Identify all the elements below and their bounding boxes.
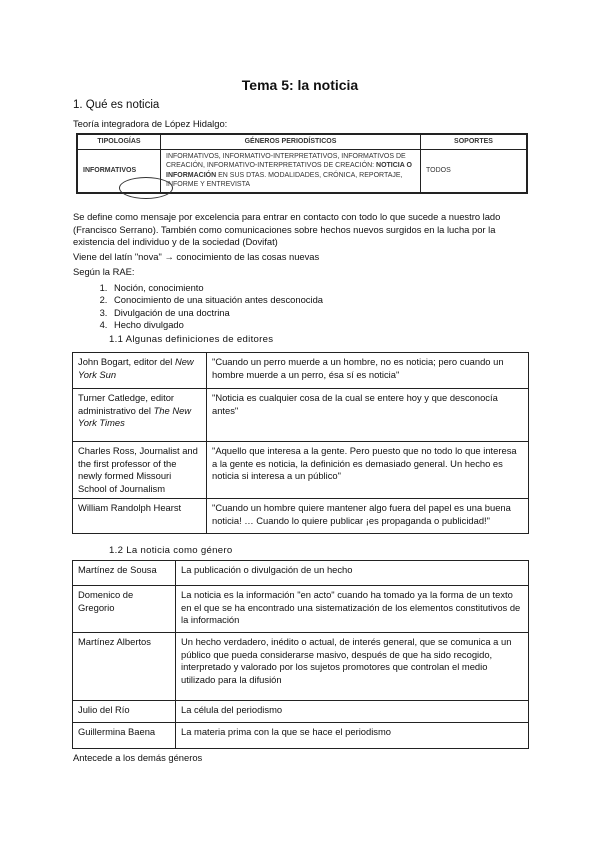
- page-title: Tema 5: la noticia: [241, 77, 359, 93]
- list-item: 1. Noción, conocimiento: [110, 282, 323, 294]
- header-cell: SOPORTES: [421, 134, 528, 149]
- author-cell: Martínez Albertos: [73, 633, 176, 701]
- editor-cell: William Randolph Hearst: [73, 499, 207, 534]
- subsection-heading: 1.2 La noticia como género: [109, 545, 233, 556]
- tipologia-cell: INFORMATIVOS: [77, 149, 161, 193]
- generos-bold: NOTICIA O INFORMACIÓN: [166, 162, 412, 179]
- generos-tail: EN SUS DTAS. MODALIDADES, CRÓNICA, REPORTAJE, INFORME Y ENTREVISTA: [166, 171, 403, 188]
- rae-label: Según la RAE:: [73, 266, 135, 277]
- definition-cell: La publicación o divulgación de un hecho: [176, 561, 529, 586]
- table-row: [73, 723, 529, 749]
- header-cell: GÉNEROS PERIODÍSTICOS: [161, 134, 421, 149]
- generos-text: INFORMATIVOS, INFORMATIVO-INTERPRETATIVOS, INFORMATIVOS DE CREACIÓN, INFORMATIVO-INTERPRETATIVOS DE CREACIÓN:: [166, 152, 406, 169]
- quote-cell: "Noticia es cualquier cosa de la cual se entere hoy y que desconocía antes": [207, 389, 529, 442]
- table-row: [73, 499, 529, 534]
- author-cell: Guillermina Baena: [73, 723, 176, 749]
- subsection-heading: 1.1 Algunas definiciones de editores: [109, 334, 274, 345]
- section-heading: 1. Qué es noticia: [73, 99, 160, 111]
- list-item: 4. Hecho divulgado: [110, 319, 323, 331]
- soportes-cell: TODOS: [421, 149, 528, 193]
- table-row: [73, 561, 529, 586]
- quote-cell: "Cuando un perro muerde a un hombre, no es noticia; pero cuando un hombre muerde a un perro, ésa sí es noticia": [207, 353, 529, 389]
- table-row: [73, 442, 529, 499]
- quote-cell: "Cuando un hombre quiere mantener algo fuera del papel es una buena noticia! … Cuando lo quiere publicar ¡es propaganda o publicidad!": [207, 499, 529, 534]
- author-cell: Martínez de Sousa: [73, 561, 176, 586]
- list-item: 3. Divulgación de una doctrina: [110, 307, 323, 319]
- table-row: [73, 633, 529, 701]
- genre-table: [72, 560, 529, 749]
- editors-table: [72, 352, 529, 534]
- definition-cell: Un hecho verdadero, inédito o actual, de interés general, que se comunica a un público que pueda considerarse masivo, después de que ha sido recogido, interpretado y valorado por los sujetos promotores que controlan el medio utilizado para la difusión: [176, 633, 529, 701]
- list-item: 2. Conocimiento de una situación antes desconocida: [110, 294, 323, 306]
- definition-cell: La célula del periodismo: [176, 701, 529, 723]
- editor-cell: John Bogart, editor del New York Sun: [73, 353, 207, 389]
- definition-cell: La materia prima con la que se hace el periodismo: [176, 723, 529, 749]
- generos-cell: [161, 149, 421, 193]
- definition-paragraph: Se define como mensaje por excelencia para entrar en contacto con todo lo que sucede a nuestro lado (Francisco Serrano). También como comunicaciones sobre hechos nuevos surgidos en la lucha por la existencia del individuo y de la sociedad (Dovifat): [73, 211, 501, 247]
- author-cell: Domenico de Gregorio: [73, 586, 176, 633]
- table-row: [73, 389, 529, 442]
- header-cell: TIPOLOGÍAS: [77, 134, 161, 149]
- latin-origin: Viene del latín "nova" → conocimiento de las cosas nuevas: [73, 251, 320, 262]
- table-row: [73, 353, 529, 389]
- footer-text: Antecede a los demás géneros: [73, 752, 203, 763]
- author-cell: Julio del Río: [73, 701, 176, 723]
- hand-drawn-circle: [119, 177, 173, 199]
- editor-cell: Charles Ross, Journalist and the first professor of the newly formed Missouri School of Journalism: [73, 442, 207, 499]
- editor-cell: Turner Catledge, editor administrativo del The New York Times: [73, 389, 207, 442]
- teoria-label: Teoría integradora de López Hidalgo:: [73, 118, 228, 129]
- quote-cell: "Aquello que interesa a la gente. Pero puesto que no todo lo que interesa a la gente es noticia, la definición es demasiado general. Un hecho es noticia si interesa a un público": [207, 442, 529, 499]
- table-row: [73, 586, 529, 633]
- table-row: [73, 701, 529, 723]
- rae-list: [90, 282, 323, 332]
- definition-cell: La noticia es la información "en acto" cuando ha tomado ya la forma de un texto en el que se ha encontrado una sistematización de los elementos constitutivos de la información: [176, 586, 529, 633]
